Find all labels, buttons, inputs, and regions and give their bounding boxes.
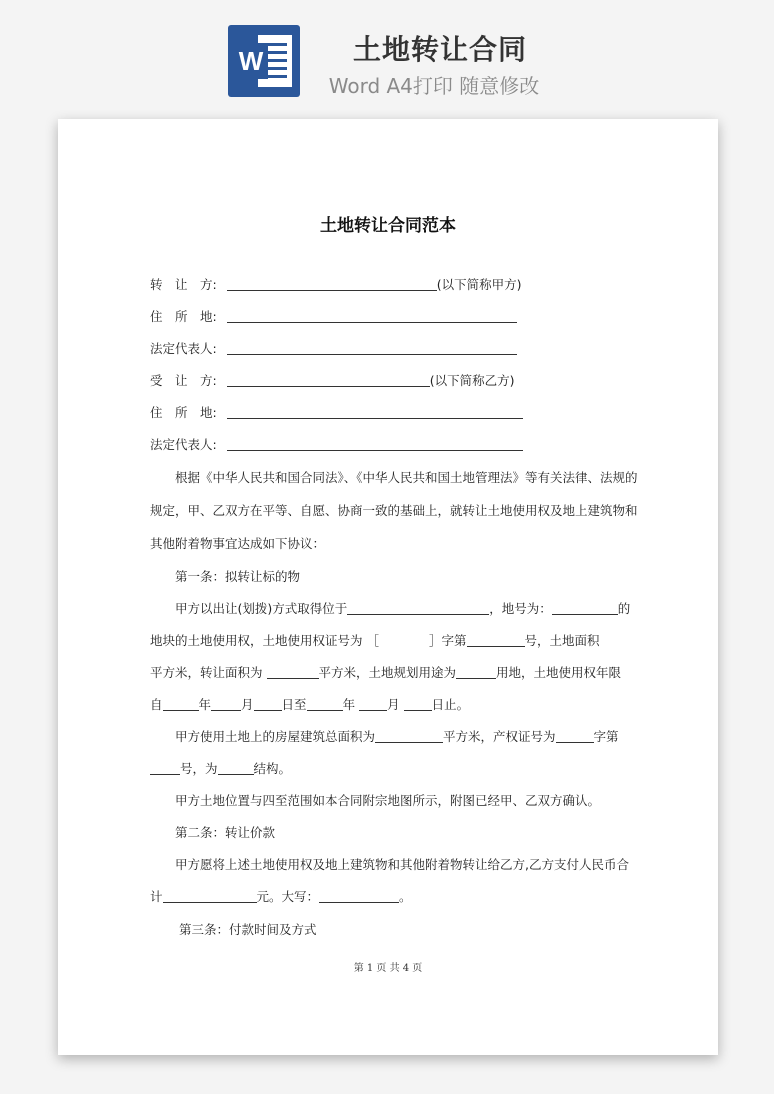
party-row [150, 340, 517, 358]
blank-field[interactable] [307, 697, 343, 711]
party-label: 住 所 地: [150, 405, 217, 420]
blank-field[interactable] [467, 633, 525, 647]
paragraph-line: 其他附着物事宜达成如下协议： [150, 536, 326, 551]
blank-field[interactable] [227, 277, 437, 291]
blank-field[interactable] [227, 309, 517, 323]
blank-field[interactable] [456, 665, 496, 679]
text: 平方米，转让面积为 [150, 665, 263, 680]
text: 日止。 [431, 697, 470, 712]
text: 月 [241, 697, 254, 712]
blank-field[interactable] [267, 665, 319, 679]
paragraph-line [175, 600, 630, 618]
paragraph-line: 根据《中华人民共和国合同法》、《中华人民共和国土地管理法》等有关法律、法规的 [175, 470, 638, 485]
text: 的 [617, 601, 631, 616]
article-heading: 第二条：转让价款 [175, 825, 276, 840]
paragraph-line [150, 664, 621, 682]
party-row [150, 308, 517, 326]
blank-field[interactable] [218, 761, 254, 775]
blank-field[interactable] [150, 761, 180, 775]
header-subtitle: Word A4打印 随意修改 [328, 74, 540, 98]
word-icon [228, 25, 300, 97]
text: 。 [399, 889, 412, 904]
text: 平方米，产权证号为 [443, 729, 556, 744]
party-suffix: (以下简称甲方) [436, 277, 522, 292]
blank-field[interactable] [404, 697, 432, 711]
blank-field[interactable] [227, 405, 523, 419]
text: 计 [150, 889, 163, 904]
text: ，地号为： [489, 601, 552, 616]
text: 月 [387, 697, 400, 712]
article-heading: 第一条：拟转让标的物 [175, 569, 301, 584]
blank-field[interactable] [227, 373, 430, 387]
blank-field[interactable] [359, 697, 387, 711]
text: 元。大写： [256, 889, 320, 904]
party-label: 法定代表人: [150, 341, 217, 356]
word-letter: W [234, 43, 268, 79]
header [0, 0, 774, 110]
text: 号，土地面积 [524, 633, 600, 648]
party-label: 住 所 地: [150, 309, 217, 324]
blank-field[interactable] [254, 697, 282, 711]
party-row [150, 404, 523, 422]
paragraph-line: 规定，甲、乙双方在平等、自愿、协商一致的基础上，就转让土地使用权及地上建筑物和 [150, 503, 638, 518]
blank-field[interactable] [227, 437, 523, 451]
blank-field[interactable] [211, 697, 241, 711]
text: 号，为 [180, 761, 218, 776]
paragraph-line [150, 696, 469, 714]
text: 日至 [281, 697, 307, 712]
text: 字第 [593, 729, 619, 744]
paragraph-line: 甲方土地位置与四至范围如本合同附宗地图所示，附图已经甲、乙双方确认。 [175, 793, 601, 808]
party-label: 法定代表人: [150, 437, 217, 452]
paragraph-line [150, 632, 600, 650]
paragraph-line [150, 760, 291, 778]
party-suffix: (以下简称乙方) [429, 373, 515, 388]
paragraph-line: 甲方愿将上述土地使用权及地上建筑物和其他附着物转让给乙方,乙方支付人民币合 [175, 857, 629, 872]
blank-field[interactable] [375, 729, 443, 743]
document-page [58, 119, 718, 1055]
blank-field[interactable] [347, 601, 489, 615]
blank-field[interactable] [227, 341, 517, 355]
text: 年 [342, 697, 356, 712]
party-row [150, 276, 521, 294]
text: 结构。 [253, 761, 292, 776]
watermark [89, 450, 115, 478]
header-title: 土地转让合同 [352, 33, 527, 66]
text: 用地，土地使用权年限 [496, 665, 622, 680]
document-title: 土地转让合同范本 [320, 216, 456, 236]
blank-field[interactable] [163, 697, 199, 711]
paragraph-line [175, 728, 619, 746]
text: 自 [150, 697, 163, 712]
paragraph-line [150, 888, 412, 906]
text: 地块的土地使用权，土地使用权证号为 ［ [150, 633, 379, 648]
blank-field[interactable] [319, 889, 399, 903]
text: 甲方以出让(划拨)方式取得位于 [175, 601, 348, 616]
article-heading: 第三条：付款时间及方式 [179, 922, 317, 937]
blank-field[interactable] [552, 601, 618, 615]
blank-field[interactable] [556, 729, 594, 743]
party-row [150, 436, 523, 454]
text: 年 [198, 697, 212, 712]
party-label: 受 让 方: [150, 373, 217, 388]
text: 平方米，土地规划用途为 [318, 665, 457, 680]
text: ］字第 [428, 633, 467, 648]
page-footer: 第 1 页 共 4 页 [353, 963, 423, 974]
text: 甲方使用土地上的房屋建筑总面积为 [175, 729, 376, 744]
party-label: 转 让 方: [150, 277, 217, 292]
party-row [150, 372, 514, 390]
blank-field[interactable] [163, 889, 257, 903]
